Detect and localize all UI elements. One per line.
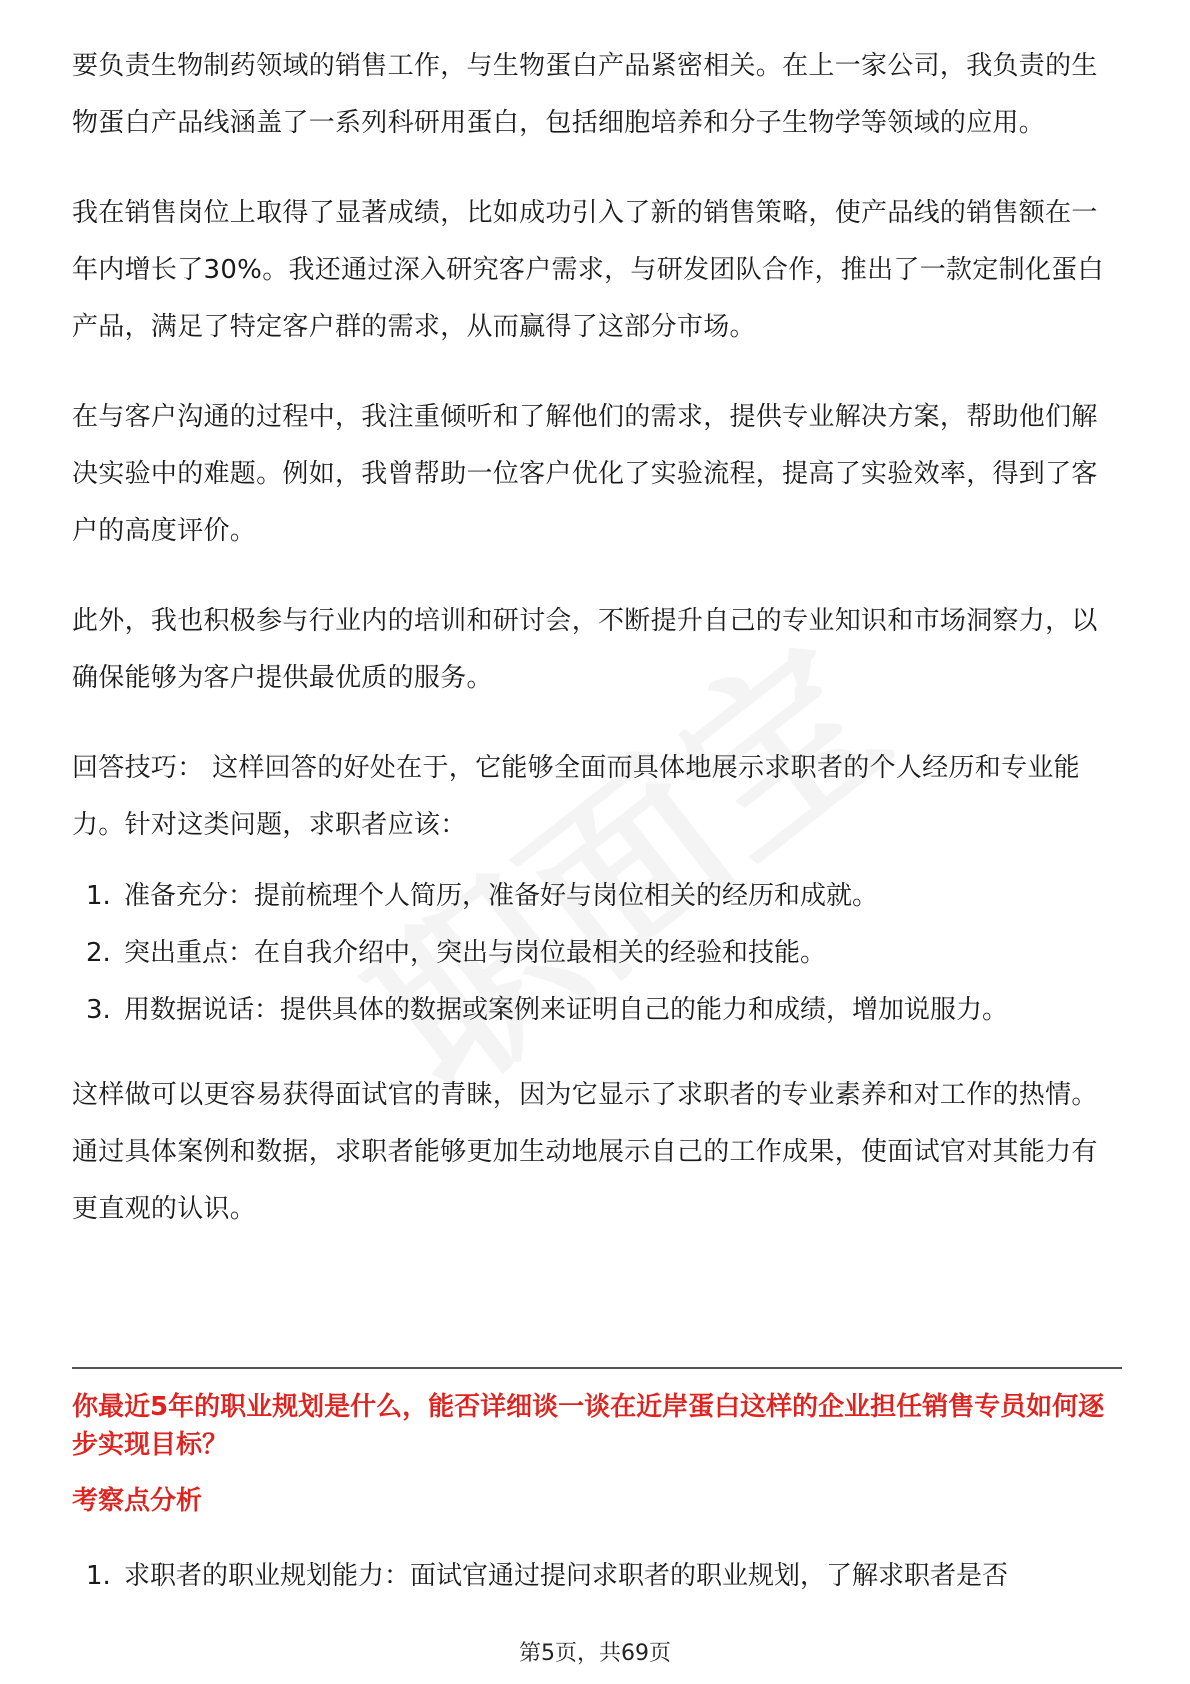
list-item-number: 1. — [86, 881, 111, 911]
paragraph-training: 此外，我也积极参与行业内的培训和研讨会，不断提升自己的专业知识和市场洞察力，以确保能够为客户提供最优质的服务。 — [72, 606, 1098, 693]
list-item — [72, 982, 1122, 1039]
paragraph-answer-tips: 回答技巧： 这样回答的好处在于，它能够全面而具体地展示求职者的个人经历和专业能力。针对这类问题，求职者应该： — [72, 753, 1080, 840]
paragraph-closing: 这样做可以更容易获得面试官的青睐，因为它显示了求职者的专业素养和对工作的热情。通过具体案例和数据，求职者能够更加生动地展示自己的工作成果，使面试官对其能力有更直观的认识。 — [72, 1080, 1098, 1224]
list-item-number: 1. — [86, 1561, 111, 1591]
list-item — [72, 868, 1122, 925]
analysis-list — [72, 1548, 1122, 1605]
paragraph-intro: 要负责生物制药领域的销售工作，与生物蛋白产品紧密相关。在上一家公司，我负责的生物蛋白产品线涵盖了一系列科研用蛋白，包括细胞培养和分子生物学等领域的应用。 — [72, 51, 1098, 138]
list-item-text: 突出重点：在自我介绍中，突出与岗位最相关的经验和技能。 — [124, 938, 827, 968]
list-item-number: 2. — [86, 938, 111, 968]
list-item — [72, 925, 1122, 982]
list-item-text: 求职者的职业规划能力：面试官通过提问求职者的职业规划，了解求职者是否 — [124, 1561, 1009, 1591]
list-item-text: 用数据说话：提供具体的数据或案例来证明自己的能力和成绩，增加说服力。 — [124, 995, 1009, 1025]
list-item-text: 准备充分：提前梳理个人简历，准备好与岗位相关的经历和成就。 — [124, 881, 879, 911]
list-item — [72, 1548, 1122, 1605]
page-number: 第5页，共69页 — [519, 1641, 671, 1666]
section-divider — [72, 1367, 1122, 1369]
paragraph-achievements: 我在销售岗位上取得了显著成绩，比如成功引入了新的销售策略，使产品线的销售额在一年内增长了30%。我还通过深入研究客户需求，与研发团队合作，推出了一款定制化蛋白产品，满足了特定客户群的需求，从而赢得了这部分市场。 — [72, 198, 1104, 342]
question-heading: 你最近5年的职业规划是什么，能否详细谈一谈在近岸蛋白这样的企业担任销售专员如何逐步实现目标？ — [72, 1392, 1105, 1460]
page-body — [72, 38, 1122, 1271]
section-title: 考察点分析 — [72, 1486, 203, 1516]
paragraph-communication: 在与客户沟通的过程中，我注重倾听和了解他们的需求，提供专业解决方案，帮助他们解决实验中的难题。例如，我曾帮助一位客户优化了实验流程，提高了实验效率，得到了客户的高度评价。 — [72, 402, 1098, 546]
list-item-number: 3. — [86, 995, 111, 1025]
tips-list — [72, 868, 1122, 1039]
